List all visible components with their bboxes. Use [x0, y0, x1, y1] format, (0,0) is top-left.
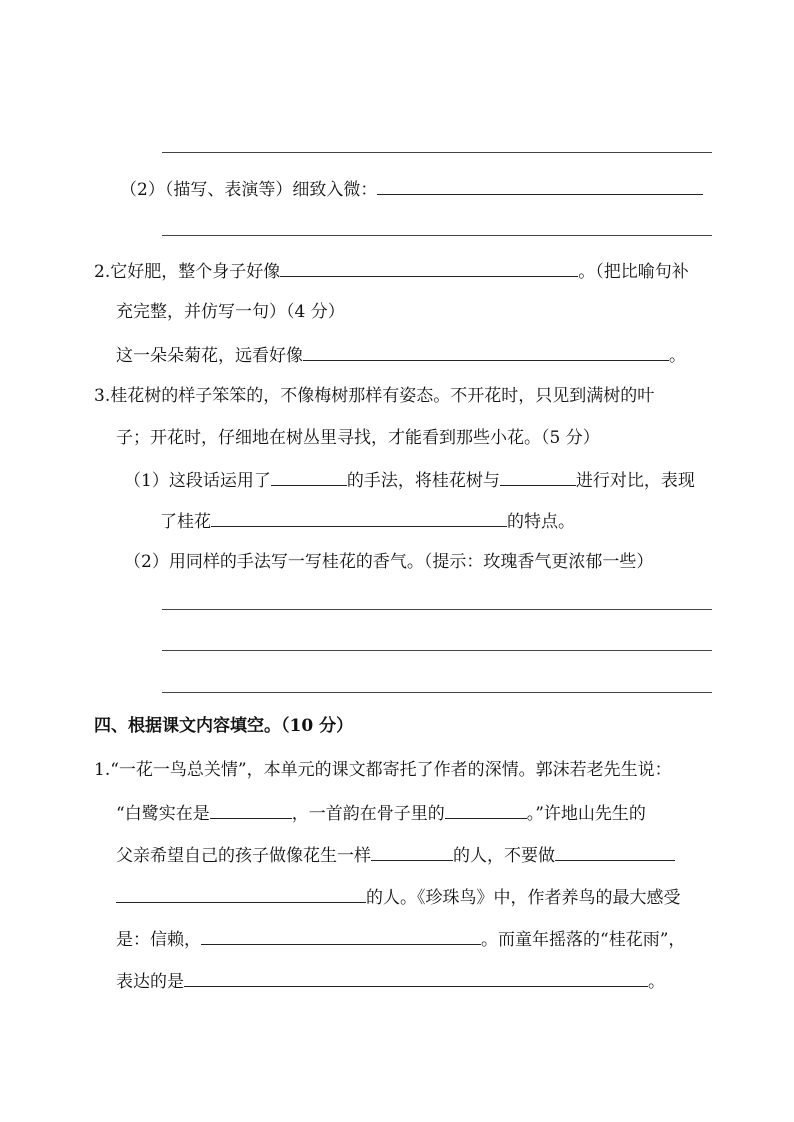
question-text: 。（把比喻句补: [578, 262, 689, 282]
answer-blank[interactable]: [210, 800, 292, 819]
section-4-heading: [94, 714, 353, 738]
question-text: 2.它好肥，整个身子好像: [94, 262, 281, 282]
question-text: 这一朵朵菊花，远看好像: [116, 346, 303, 366]
question-text: 的人。《珍珠鸟》中，作者养鸟的最大感受: [366, 888, 681, 908]
question-text: 3.桂花树的样子笨笨的，不像梅树那样有姿态。不开花时，只见到满树的叶: [94, 386, 655, 406]
answer-blank[interactable]: [377, 176, 703, 195]
answer-blank[interactable]: [211, 508, 507, 527]
answer-blank[interactable]: [201, 926, 481, 945]
question-text: 表达的是: [116, 972, 184, 992]
question-text: 是：信赖，: [116, 930, 201, 950]
section-heading: 四、根据课文内容填空。（10 分）: [94, 716, 354, 736]
answer-line[interactable]: [162, 650, 712, 651]
question-text: 父亲希望自己的孩子做像花生一样: [116, 846, 371, 866]
question-text: 了桂花: [160, 512, 211, 532]
answer-blank[interactable]: [116, 884, 366, 903]
answer-line[interactable]: [162, 609, 712, 610]
question-text: 的手法，将桂花树与: [346, 471, 500, 491]
answer-blank[interactable]: [280, 258, 578, 277]
answer-line[interactable]: [162, 152, 712, 153]
answer-blank[interactable]: [303, 342, 669, 361]
question-text: （2）（描写、表演等）细致入微：: [120, 180, 378, 200]
question-3-line-2: [116, 426, 600, 450]
section-4-q1-line-4: [116, 884, 681, 910]
question-3-1-line-1: [124, 467, 695, 493]
section-4-q1-line-3: [116, 842, 675, 868]
answer-blank[interactable]: [555, 842, 675, 861]
question-text: 。: [669, 346, 686, 366]
question-2-line-2: [116, 300, 345, 324]
question-text: 1.“一花一鸟总关情”，本单元的课文都寄托了作者的深情。郭沫若老先生说：: [94, 760, 672, 780]
section-4-q1-line-1: [94, 758, 672, 782]
section-4-q1-line-6: [116, 968, 665, 994]
question-text: 。”许地山先生的: [526, 804, 646, 824]
question-text: 的特点。: [507, 512, 575, 532]
answer-line[interactable]: [162, 692, 712, 693]
question-text: 的人，不要做: [453, 846, 555, 866]
question-text: 。: [648, 972, 665, 992]
answer-blank[interactable]: [371, 842, 453, 861]
answer-line[interactable]: [162, 235, 712, 236]
question-text: （1）这段话运用了: [124, 471, 271, 491]
question-text: “白鹭实在是: [116, 804, 210, 824]
question-text: ，一首韵在骨子里的: [291, 804, 445, 824]
section-4-q1-line-2: [116, 800, 646, 826]
question-text: （2）用同样的手法写一写桂花的香气。（提示：玫瑰香气更浓郁一些）: [124, 552, 654, 572]
answer-blank[interactable]: [184, 968, 648, 987]
question-text: 子；开花时，仔细地在树丛里寻找，才能看到那些小花。（5 分）: [116, 428, 600, 448]
question-2-line-3: [116, 342, 686, 368]
question-3-line-1: [94, 384, 654, 408]
question-2-line-1: [94, 258, 689, 284]
question-text: 进行对比，表现: [575, 471, 695, 491]
answer-blank[interactable]: [500, 467, 576, 486]
question-text: 充完整，并仿写一句）（4 分）: [116, 302, 345, 322]
question-3-1-line-2: [160, 508, 575, 534]
question-text: 。而童年摇落的“桂花雨”，: [481, 930, 686, 950]
question-3-2: [124, 550, 653, 574]
section-4-q1-line-5: [116, 926, 685, 952]
question-1-2: [120, 176, 703, 202]
answer-blank[interactable]: [445, 800, 527, 819]
answer-blank[interactable]: [271, 467, 347, 486]
